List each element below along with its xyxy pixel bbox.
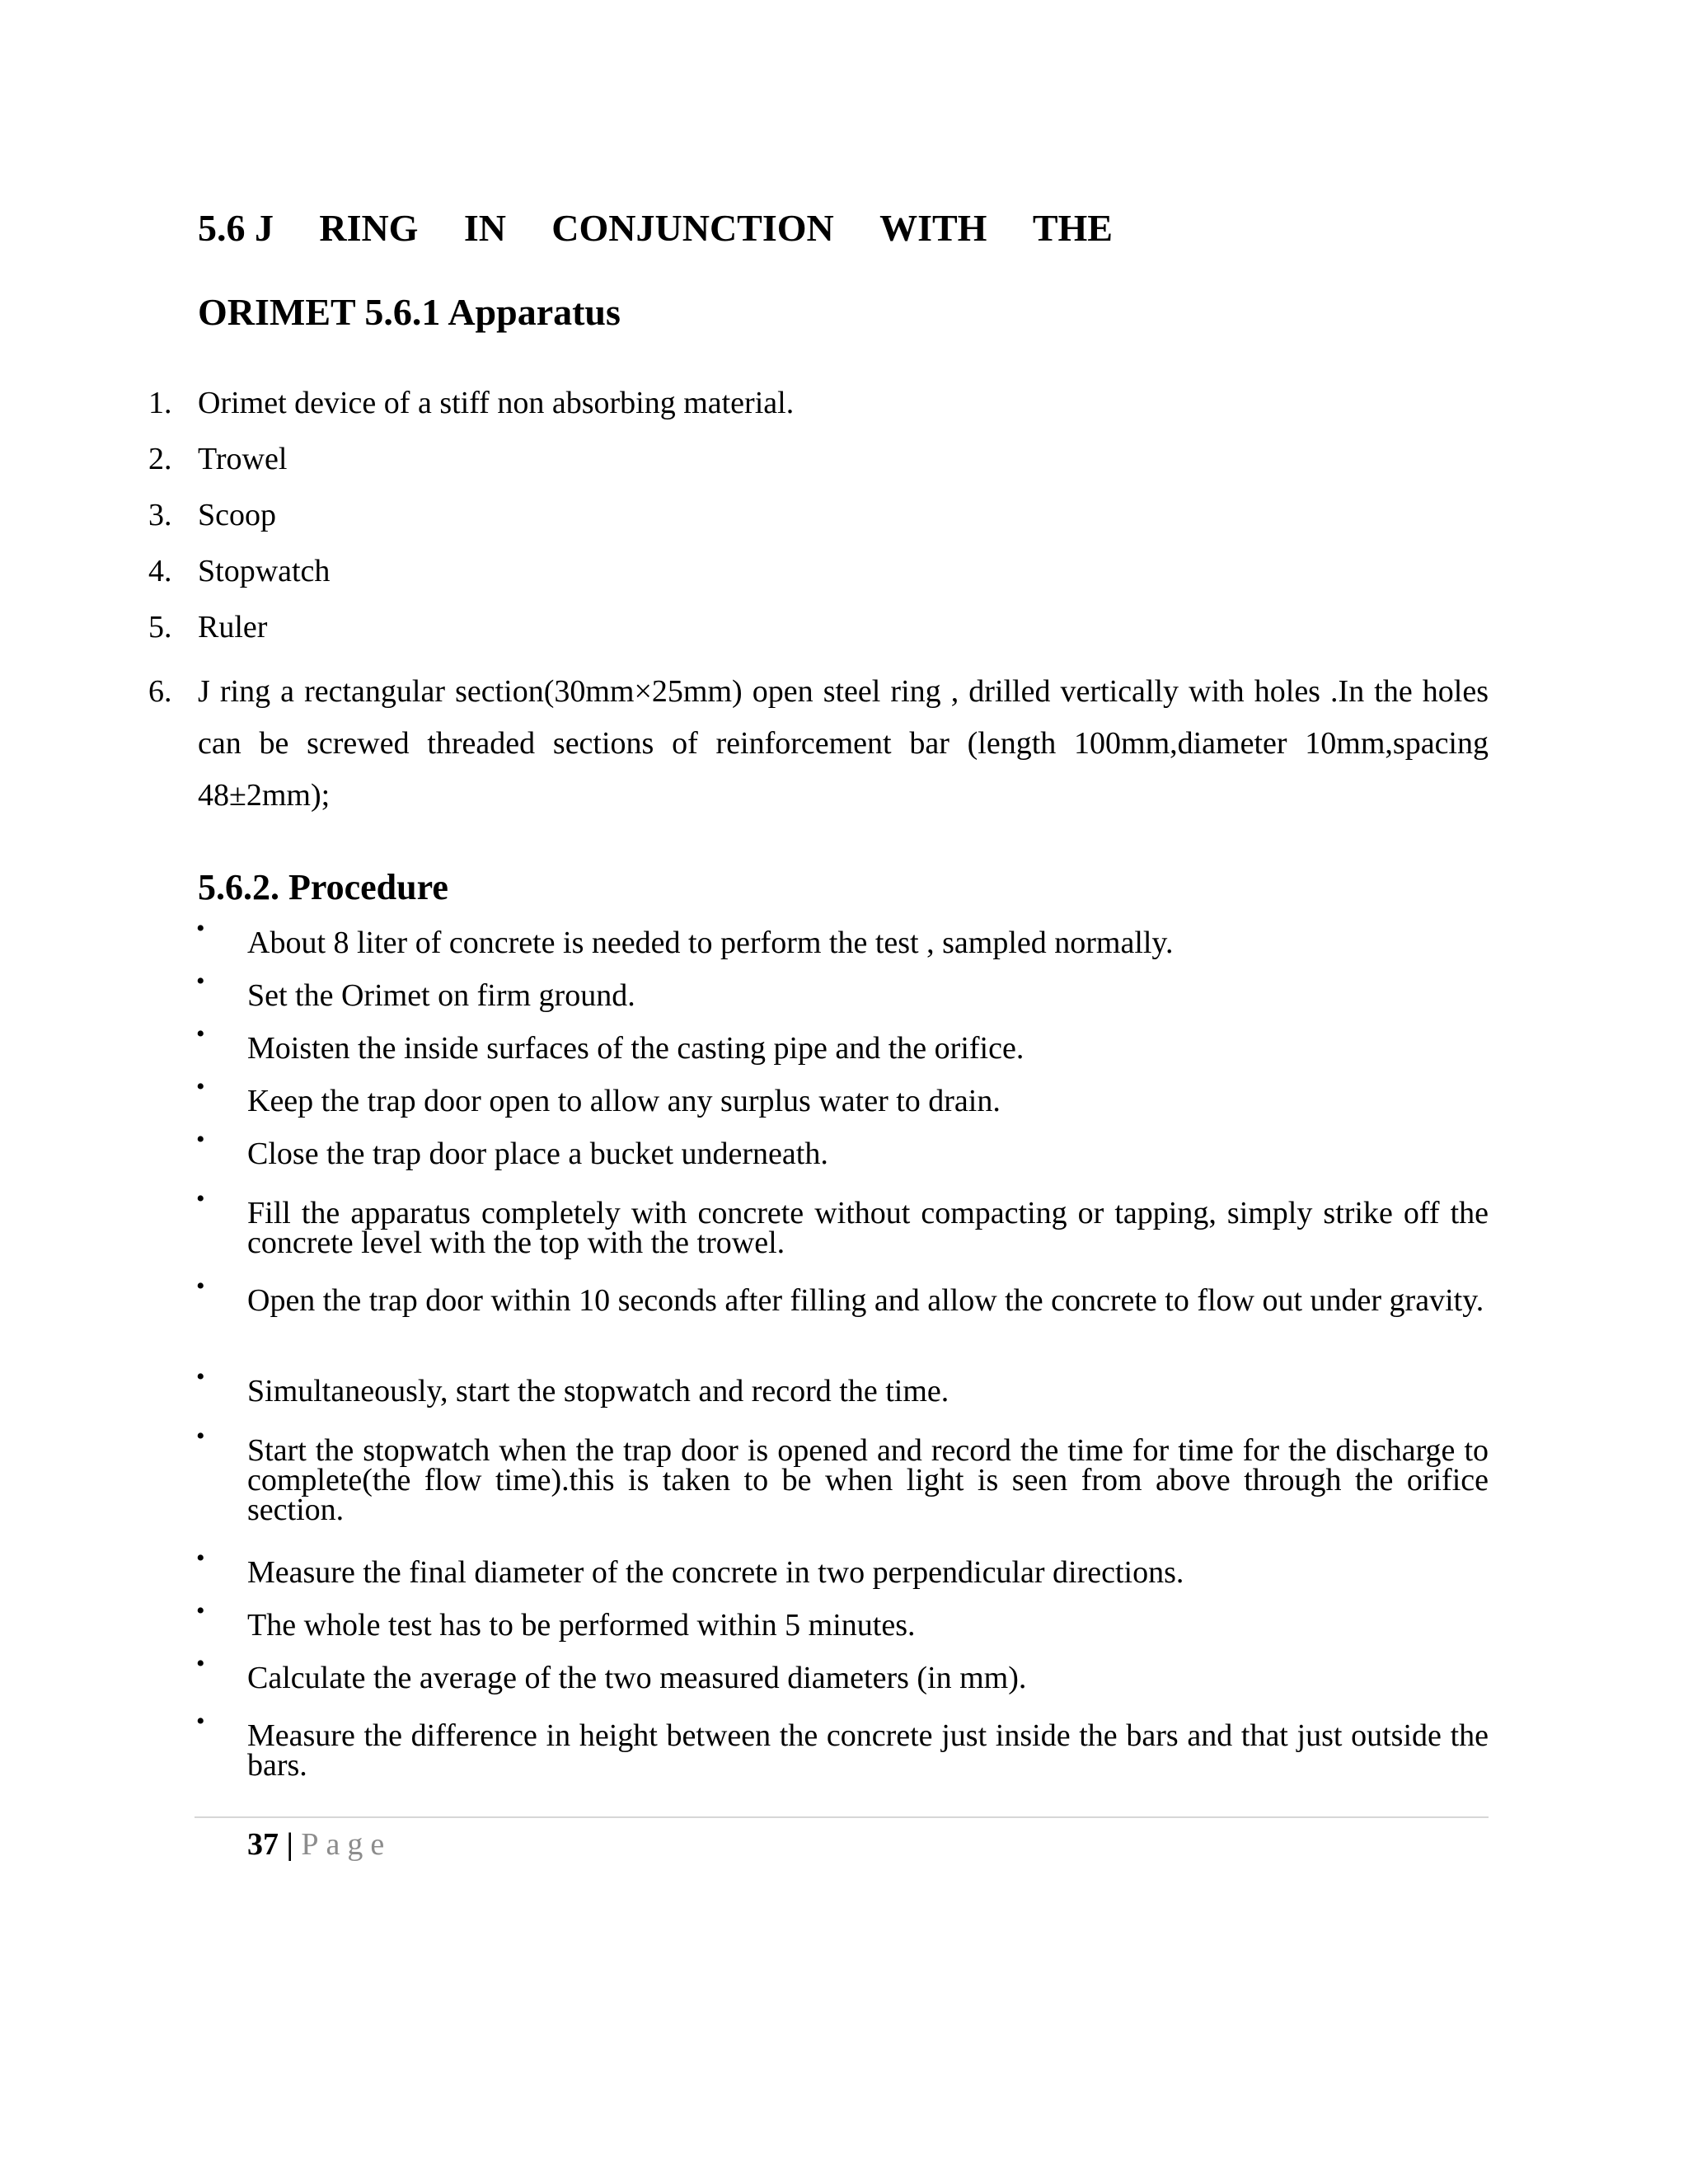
bullet-icon: • <box>196 1544 205 1572</box>
procedure-step-text: Open the trap door within 10 seconds after filling and allow the concrete to flow out under gravity. <box>247 1283 1484 1318</box>
page-label: Page <box>301 1827 392 1862</box>
procedure-step-text: Start the stopwatch when the trap door is opened and record the time for time for the discharge to complete(the flow time).this is taken to be when light is seen from above through the orifice section. <box>247 1433 1489 1527</box>
bullet-icon: • <box>196 1650 205 1677</box>
list-item-text: Scoop <box>198 498 276 532</box>
procedure-step-text: Fill the apparatus completely with concrete without compacting or tapping, simply strike off the concrete level with the top with the trowel. <box>247 1196 1489 1260</box>
section-heading-line-1 <box>198 209 1113 247</box>
heading-word: CONJUNCTION <box>551 207 834 249</box>
bullet-icon: • <box>196 1020 205 1047</box>
list-item-text: Trowel <box>198 442 288 476</box>
heading-word: WITH <box>879 207 987 249</box>
procedure-heading: 5.6.2. Procedure <box>198 867 448 907</box>
bullet-icon: • <box>196 968 205 995</box>
list-item-text: Stopwatch <box>198 554 331 588</box>
bullet-icon: • <box>196 1126 205 1153</box>
procedure-step-text: Simultaneously, start the stopwatch and record the time. <box>247 1374 950 1408</box>
procedure-step-text: About 8 liter of concrete is needed to perform the test , sampled normally. <box>247 926 1174 960</box>
procedure-step-text: Calculate the average of the two measured diameters (in mm). <box>247 1661 1027 1695</box>
procedure-step-text: Moisten the inside surfaces of the casting pipe and the orifice. <box>247 1031 1025 1066</box>
heading-word: THE <box>1032 207 1113 249</box>
heading-word: IN <box>463 207 506 249</box>
procedure-step-text: Close the trap door place a bucket underneath. <box>247 1137 828 1171</box>
footer-separator: | <box>286 1827 293 1862</box>
list-item-text: J ring a rectangular section(30mm×25mm) open steel ring , drilled vertically with holes .In the holes can be screwed threaded sections of reinforcement bar (length 100mm,diameter 10mm,spacing 48±2mm); <box>198 674 1489 813</box>
heading-word: RING <box>319 207 419 249</box>
list-number: 1. <box>148 386 172 420</box>
bullet-icon: • <box>196 1073 205 1100</box>
list-number: 2. <box>148 442 172 476</box>
page-number: 37 <box>247 1827 279 1862</box>
bullet-icon: • <box>196 1272 205 1300</box>
list-item-text: Orimet device of a stiff non absorbing material. <box>198 386 795 420</box>
bullet-icon: • <box>196 1185 205 1212</box>
page-footer <box>247 1826 392 1863</box>
section-heading-line-2: ORIMET 5.6.1 Apparatus <box>198 291 621 333</box>
list-number: 5. <box>148 610 172 644</box>
bullet-icon: • <box>196 1597 205 1624</box>
procedure-step-text: The whole test has to be performed within 5 minutes. <box>247 1608 916 1643</box>
footer-divider <box>195 1816 1489 1818</box>
procedure-step-text: Measure the difference in height between the concrete just inside the bars and that just outside the bars. <box>247 1718 1489 1783</box>
list-number: 3. <box>148 498 172 532</box>
list-number: 6. <box>148 674 172 709</box>
procedure-step-text: Set the Orimet on firm ground. <box>247 978 635 1013</box>
bullet-icon: • <box>196 1422 205 1450</box>
bullet-icon: • <box>196 915 205 942</box>
procedure-step-text: Keep the trap door open to allow any surplus water to drain. <box>247 1084 1001 1118</box>
procedure-step-text: Measure the final diameter of the concrete in two perpendicular directions. <box>247 1555 1184 1590</box>
list-number: 4. <box>148 554 172 588</box>
bullet-icon: • <box>196 1708 205 1735</box>
list-item-text: Ruler <box>198 610 268 644</box>
bullet-icon: • <box>196 1363 205 1390</box>
heading-word: 5.6 J <box>198 207 274 249</box>
